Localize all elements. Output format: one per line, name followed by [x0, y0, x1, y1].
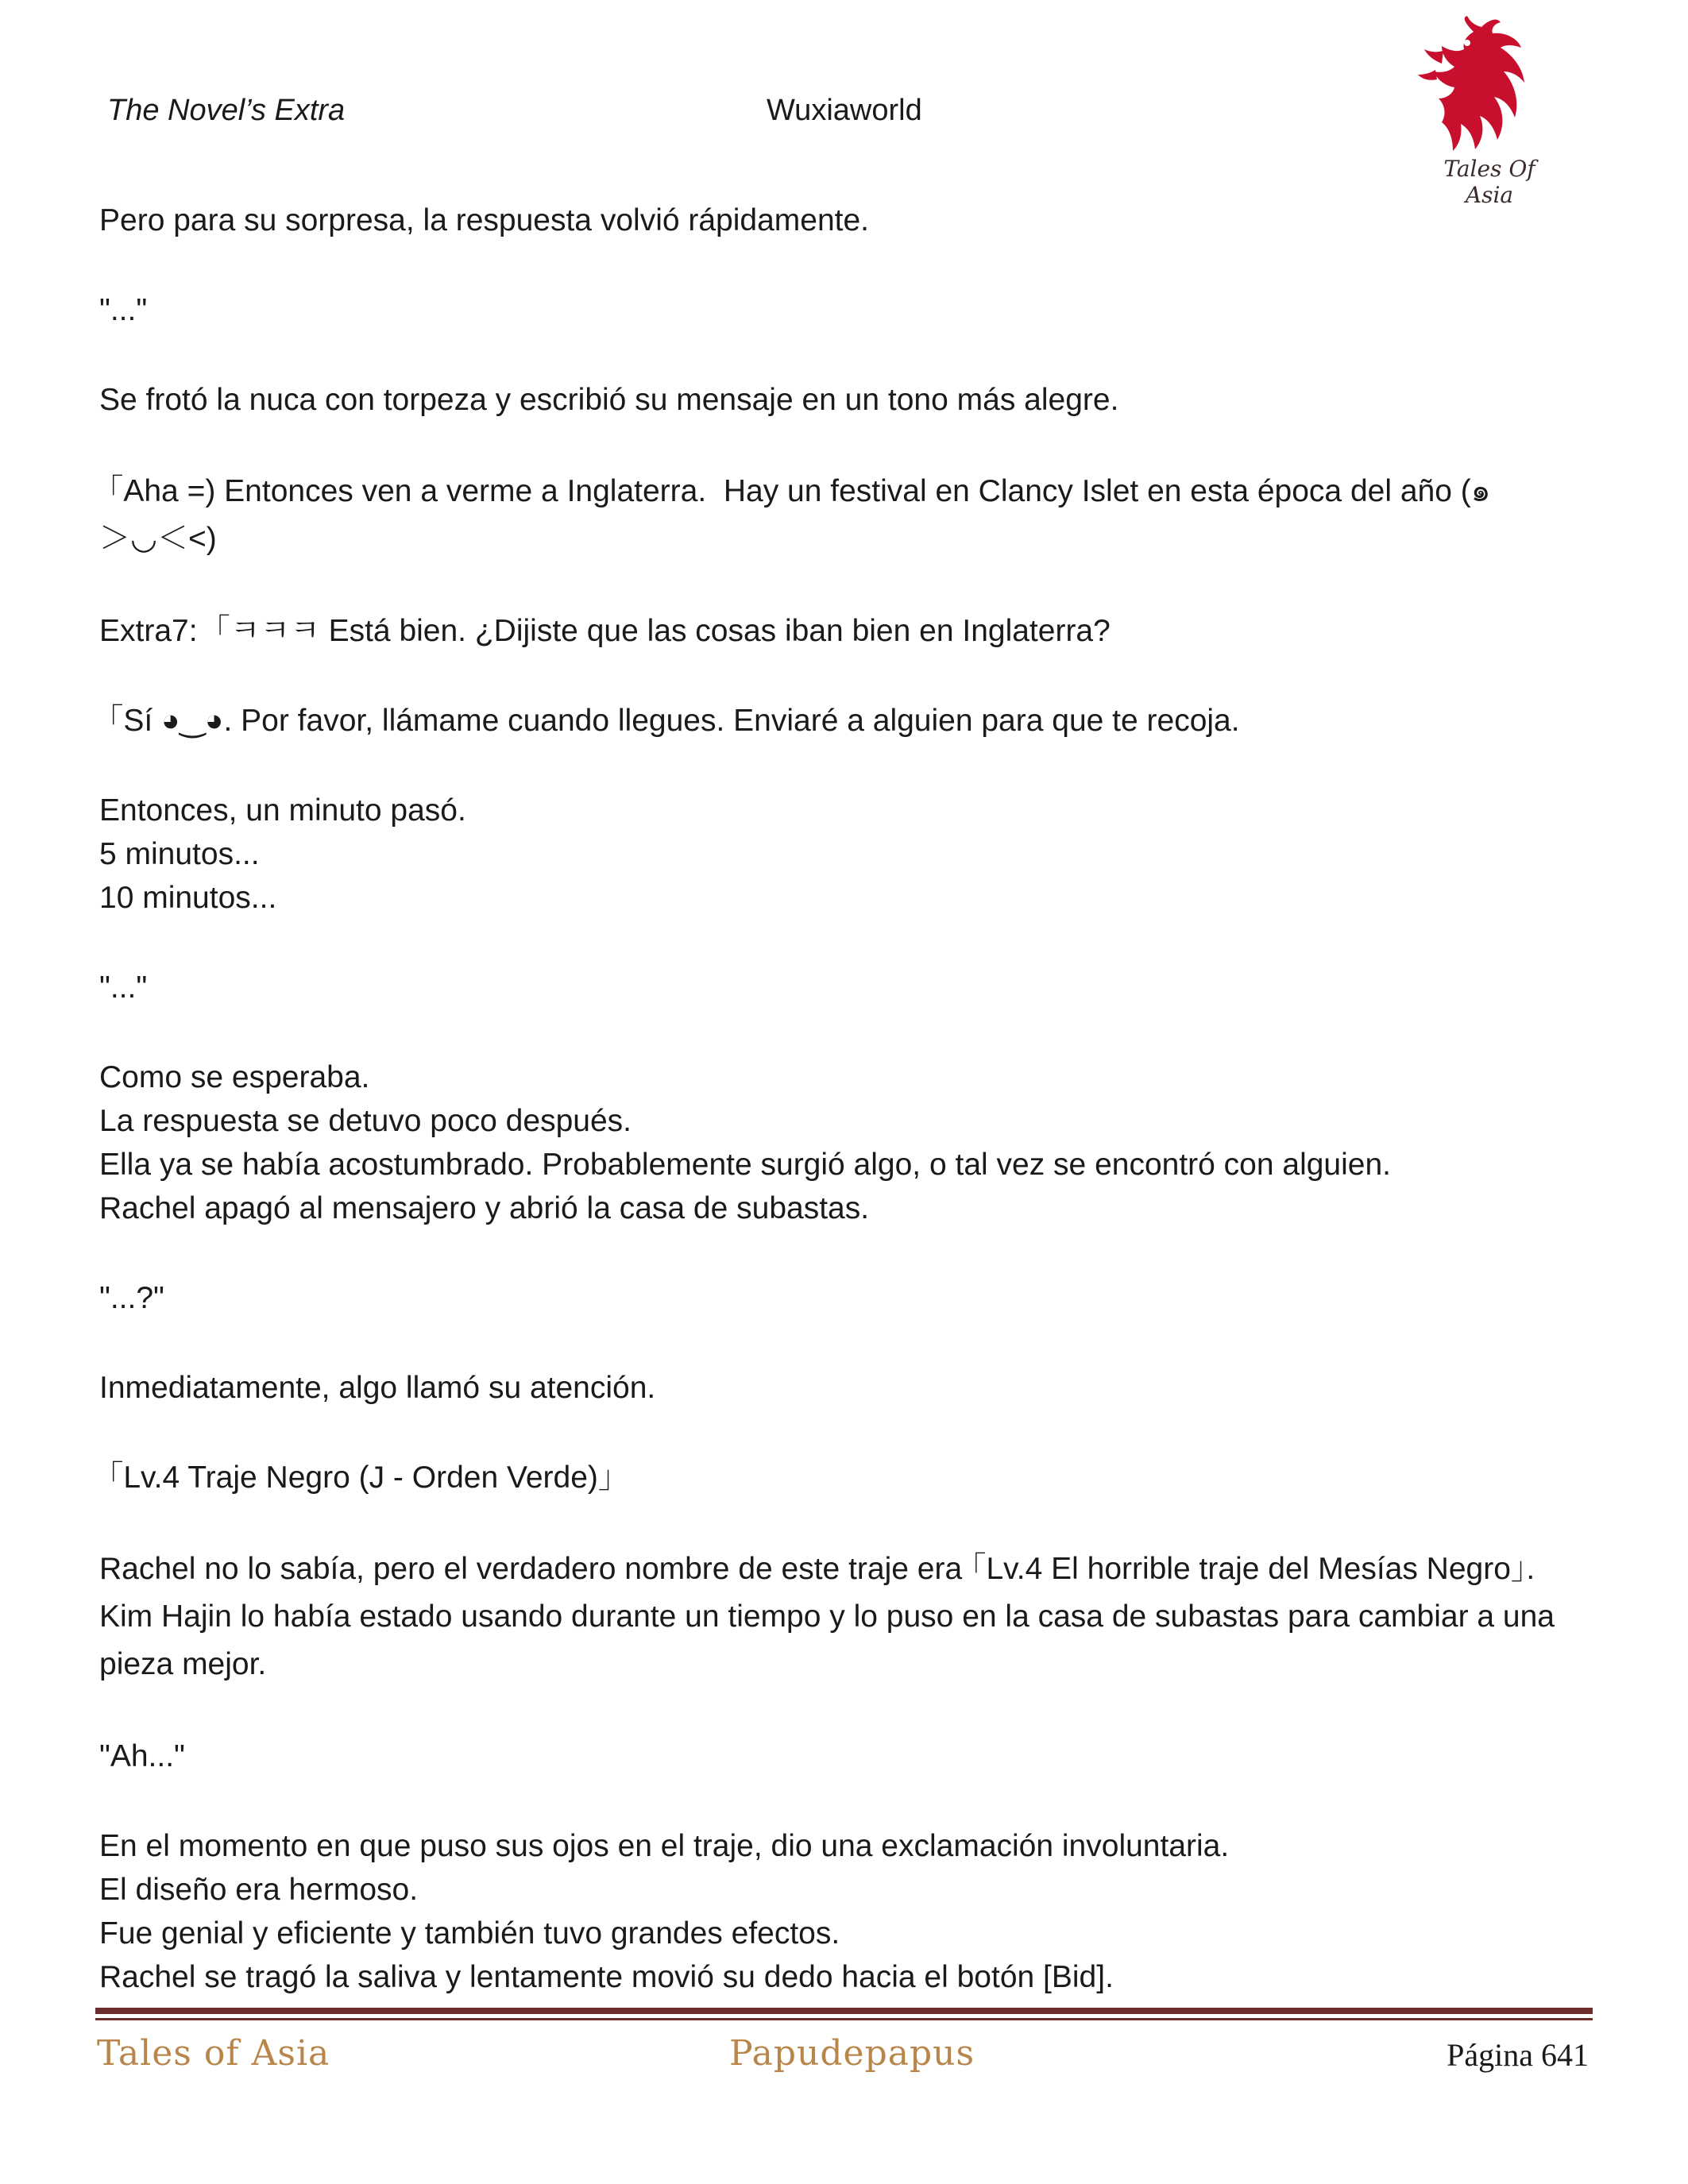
paragraph: Inmediatamente, algo llamó su atención.	[99, 1371, 656, 1405]
chapter-body	[99, 199, 1593, 1999]
paragraph: Se frotó la nuca con torpeza y escribió su mensaje en un tono más alegre.	[99, 383, 1119, 417]
footer-publisher: Tales of Asia	[97, 2033, 330, 2074]
paragraph: ｢Lv.4 Traje Negro (J - Orden Verde)｣	[99, 1461, 614, 1495]
paragraph: ｢Sí ◕‿◕. Por favor, llámame cuando llegues. Enviaré a alguien para que te recoja.	[99, 704, 1240, 738]
paragraph: ｢Aha =) Entonces ven a verme a Inglaterra. Hay un festival en Clancy Islet en esta época del año (๑ ＞◡＜<)	[99, 474, 1491, 556]
paragraph: Como se esperaba. La respuesta se detuvo poco después. Ella ya se había acostumbrado. Probablemente surgió algo, o tal vez se encontró con alguien. Rachel apagó al mensajero y abrió la casa de subastas.	[99, 1060, 1392, 1225]
footer-translator: Papudepapus	[729, 2033, 975, 2074]
page-number: Página 641	[1447, 2037, 1589, 2073]
paragraph: Rachel no lo sabía, pero el verdadero nombre de este traje era ｢Lv.4 El horrible traje del Mesías Negro｣. Kim Hajin lo había estado usando durante un tiempo y lo puso en la casa de subastas para cambiar a una pieza mejor.	[99, 1552, 1563, 1681]
footer-rule	[95, 2008, 1593, 2014]
paragraph: "Ah..."	[99, 1739, 185, 1773]
paragraph: En el momento en que puso sus ojos en el traje, dio una exclamación involuntaria. El diseño era hermoso. Fue genial y eficiente y también tuvo grandes efectos. Rachel se tragó la saliva y lentamente movió su dedo hacia el botón [Bid].	[99, 1829, 1230, 1994]
paragraph: "..."	[99, 293, 148, 327]
site-name: Wuxiaworld	[767, 94, 922, 127]
paragraph: Entonces, un minuto pasó. 5 minutos... 10 minutos...	[99, 793, 466, 915]
paragraph: "...?"	[99, 1281, 164, 1315]
paragraph: "..."	[99, 970, 148, 1005]
paragraph: Extra7: ｢ㅋㅋㅋ Está bien. ¿Dijiste que las cosas iban bien en Inglaterra?	[99, 614, 1111, 648]
paragraph: Pero para su sorpresa, la respuesta volvió rápidamente.	[99, 203, 870, 237]
logo-text: Tales Of Asia	[1443, 156, 1535, 208]
footer-rule-thin	[95, 2018, 1593, 2020]
book-title: The Novel’s Extra	[107, 94, 346, 127]
